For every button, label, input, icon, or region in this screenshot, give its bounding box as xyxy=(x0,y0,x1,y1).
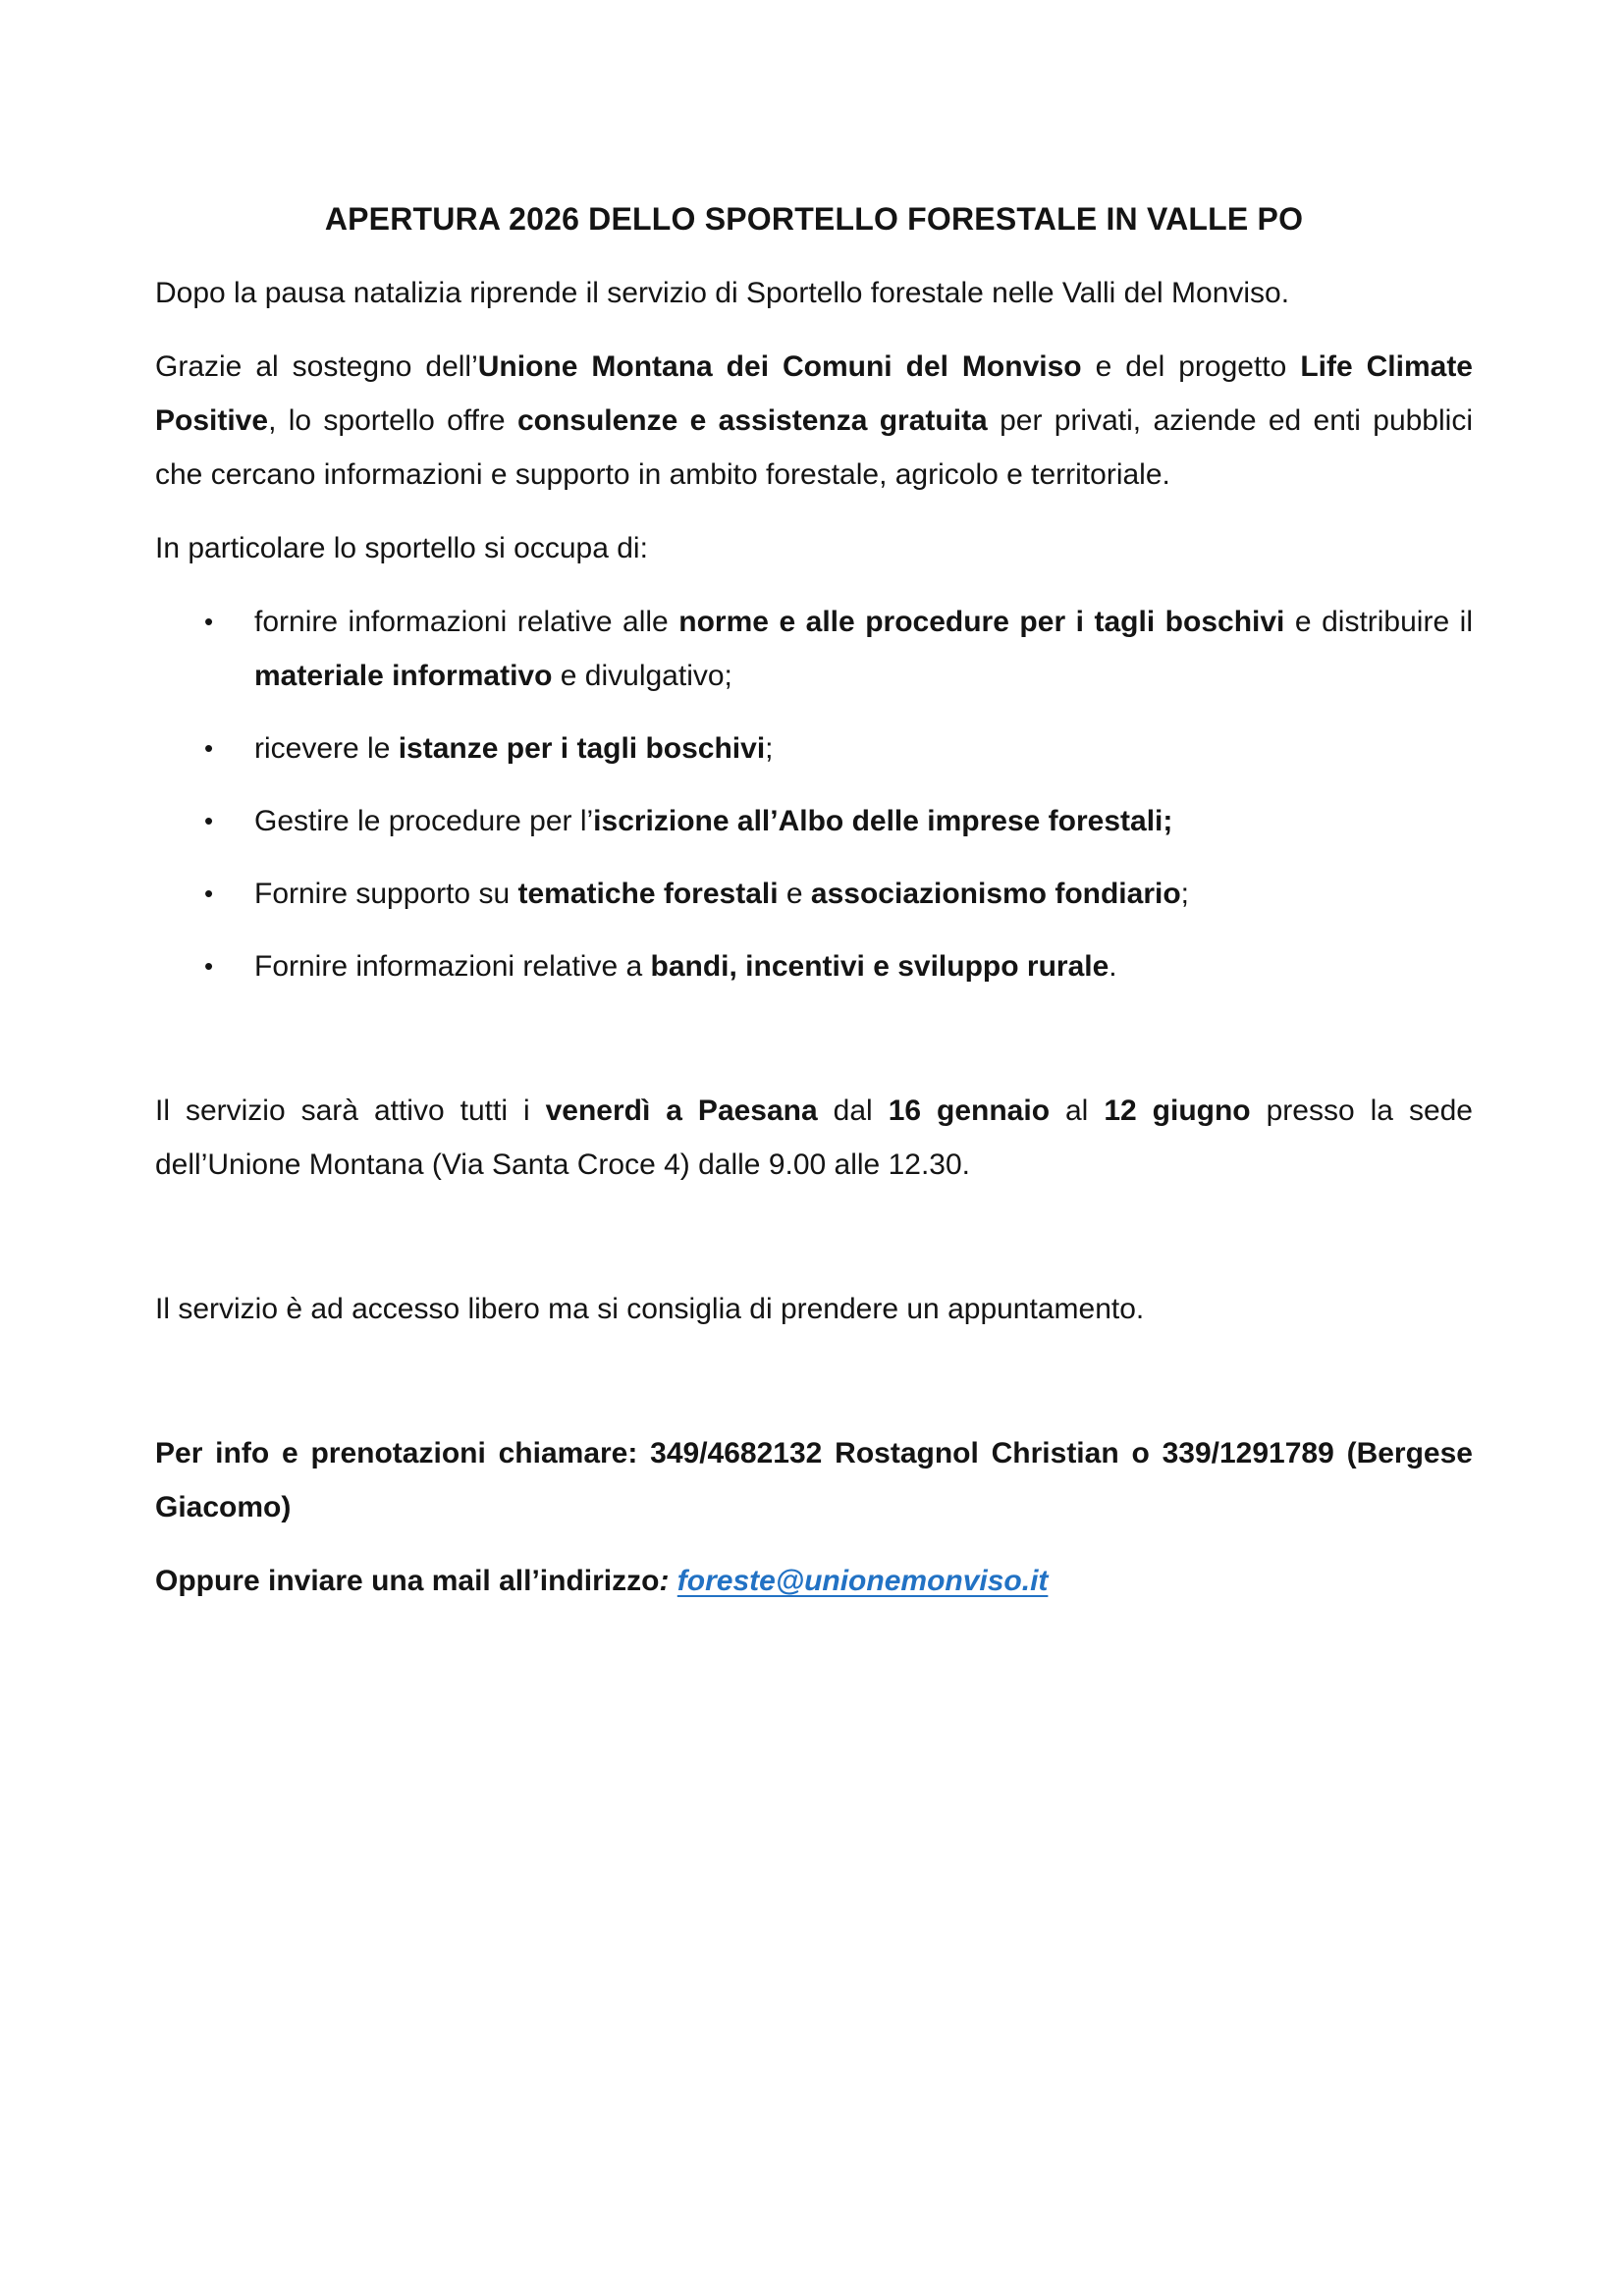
text-run: Il servizio è ad accesso libero ma si consiglia di prendere un appuntamento. xyxy=(155,1293,1145,1325)
blank-line xyxy=(155,1211,1473,1282)
bold-text-run: 16 gennaio xyxy=(888,1095,1051,1127)
blank-line xyxy=(155,1013,1473,1084)
page-title: APERTURA 2026 DELLO SPORTELLO FORESTALE IN VALLE PO xyxy=(324,201,1304,237)
text-run: e del progetto xyxy=(1081,350,1301,383)
text-run: e divulgativo; xyxy=(552,660,732,692)
bold-text-run: 12 giugno xyxy=(1104,1095,1251,1127)
paragraph-access xyxy=(155,1282,1473,1336)
email-link[interactable]: foreste@unionemonviso.it xyxy=(676,1565,1049,1597)
list-item xyxy=(204,721,1473,775)
text-run: Grazie al sostegno dell’ xyxy=(155,350,478,383)
bold-text-run: istanze per i tagli boschivi xyxy=(398,732,766,765)
text-run: Gestire le procedure per l’ xyxy=(254,805,594,837)
bold-text-run: Life Climate Positive xyxy=(155,350,1473,437)
text-run: ; xyxy=(765,732,774,765)
paragraph-support xyxy=(155,340,1473,502)
text-run: dal xyxy=(817,1095,889,1127)
bold-text-run: venerdì a Paesana xyxy=(545,1095,818,1127)
paragraph-schedule xyxy=(155,1084,1473,1192)
blank-line xyxy=(155,1356,1473,1426)
bold-text-run: iscrizione all’Albo delle imprese forestali; xyxy=(593,805,1173,837)
bullet-icon: • xyxy=(204,951,214,981)
text-run: e distribuire il xyxy=(1284,606,1473,638)
list-item xyxy=(204,794,1473,848)
text-run: : xyxy=(659,1565,677,1597)
text-run: e xyxy=(778,878,811,910)
bold-text-run: associazionismo fondiario xyxy=(810,878,1181,910)
bold-text-run: materiale informativo xyxy=(254,660,553,692)
list-item xyxy=(204,867,1473,921)
bold-text-run: Oppure inviare una mail all’indirizzo xyxy=(155,1565,660,1597)
text-run: Dopo la pausa natalizia riprende il servizio di Sportello forestale nelle Valli del Monviso. xyxy=(155,277,1290,309)
paragraph-contact-phone xyxy=(155,1426,1473,1534)
bullet-icon: • xyxy=(204,879,214,908)
list-item xyxy=(204,595,1473,703)
bold-text-run: Unione Montana dei Comuni del Monviso xyxy=(477,350,1082,383)
paragraph-contact-email xyxy=(155,1554,1473,1608)
bold-text-run: bandi, incentivi e sviluppo rurale xyxy=(650,950,1109,983)
text-run: ricevere le xyxy=(254,732,399,765)
text-run: per privati, aziende ed enti pubblici che cercano informazioni e supporto in ambito forestale, agricolo e territoriale. xyxy=(155,404,1473,491)
text-run: ; xyxy=(1180,878,1190,910)
paragraph-intro xyxy=(155,266,1473,320)
text-run: Per info e prenotazioni chiamare: 349/4682132 Rostagnol Christian o 339/1291789 (Bergese Giacomo) xyxy=(155,1437,1473,1523)
bullet-icon: • xyxy=(204,733,214,763)
text-run: presso la sede dell’Unione Montana (Via Santa Croce 4) dalle 9.00 alle 12.30. xyxy=(155,1095,1473,1181)
text-run: , lo sportello offre xyxy=(268,404,517,437)
bullet-icon: • xyxy=(204,806,214,835)
text-run: al xyxy=(1050,1095,1105,1127)
list-item xyxy=(204,939,1473,993)
text-run: In particolare lo sportello si occupa di: xyxy=(155,532,648,564)
bold-text-run: tematiche forestali xyxy=(517,878,779,910)
text-run: Fornire informazioni relative a xyxy=(254,950,651,983)
services-list xyxy=(155,595,1473,993)
text-run: Il servizio sarà attivo tutti i xyxy=(155,1095,546,1127)
text-run: Fornire supporto su xyxy=(254,878,518,910)
paragraph-list-intro xyxy=(155,521,1473,575)
bold-text-run: norme e alle procedure per i tagli boschivi xyxy=(678,606,1285,638)
bullet-icon: • xyxy=(204,607,214,636)
bold-text-run: consulenze e assistenza gratuita xyxy=(516,404,988,437)
text-run: . xyxy=(1109,950,1117,983)
text-run: fornire informazioni relative alle xyxy=(254,606,679,638)
